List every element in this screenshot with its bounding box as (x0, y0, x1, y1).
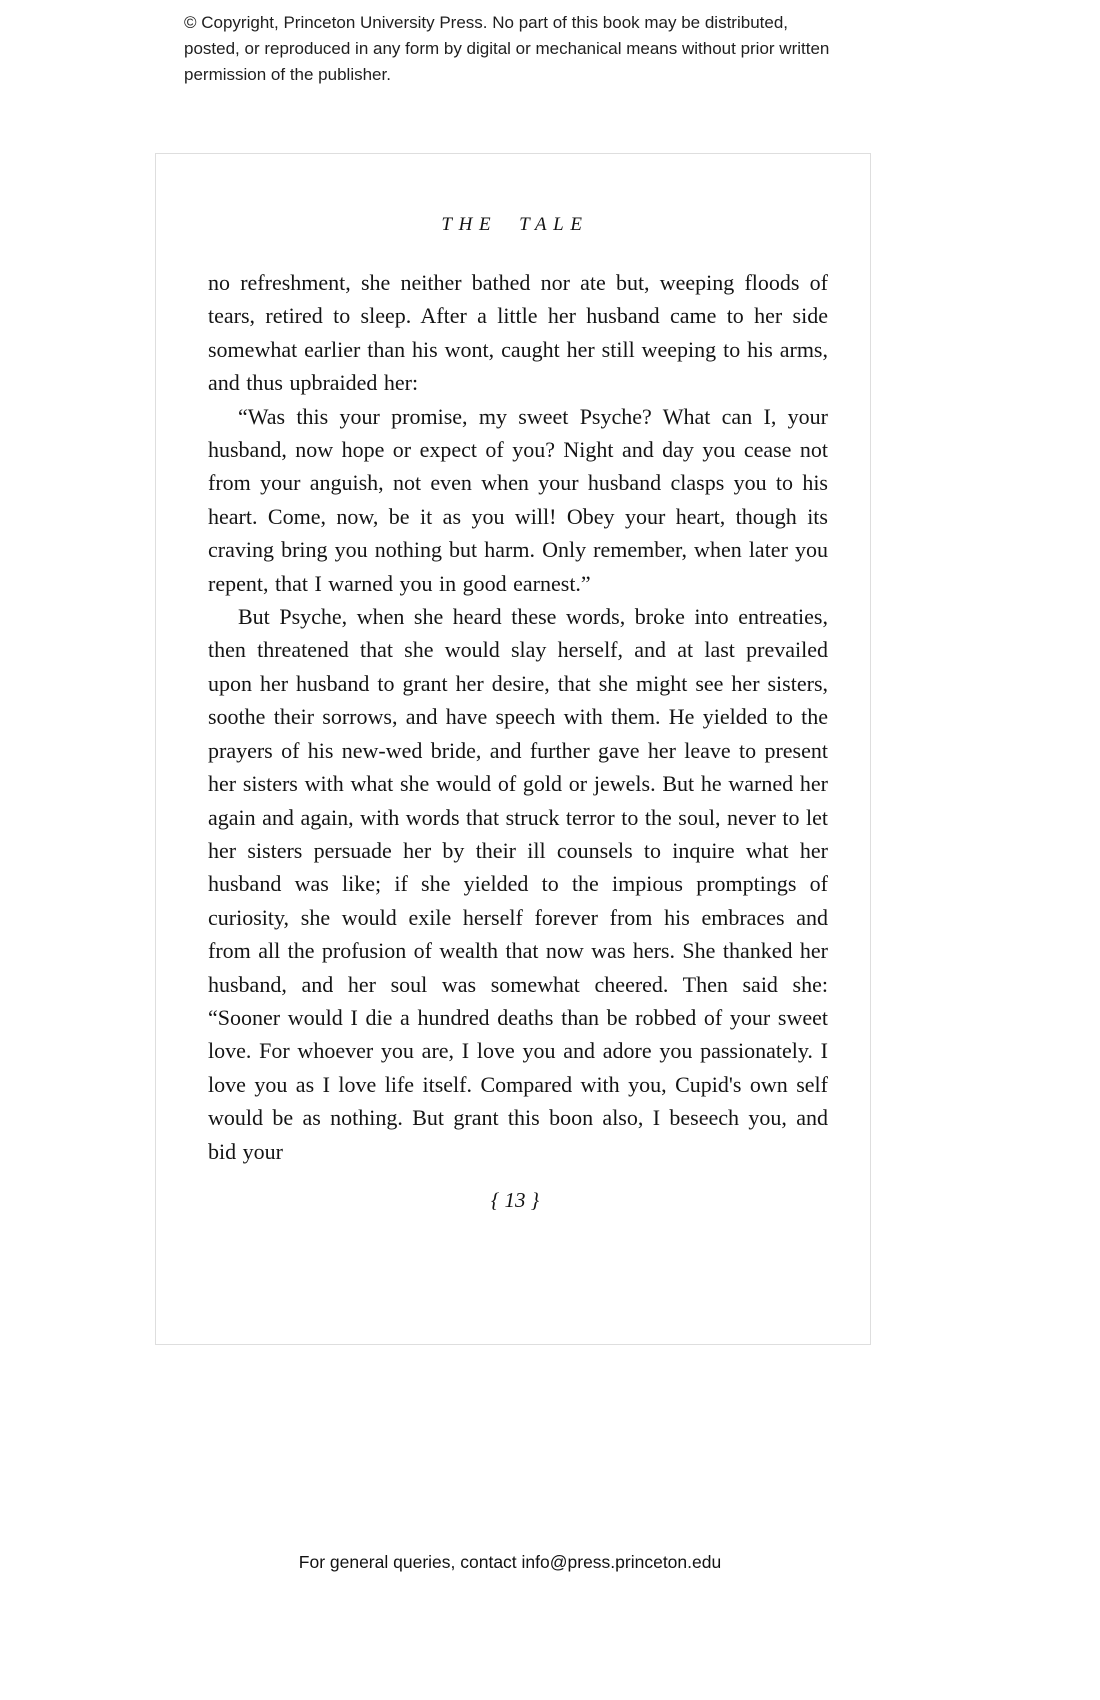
copyright-notice: © Copyright, Princeton University Press. No part of this book may be distributed, posted, or reproduced in any form by digital or mechanical means without prior written permission of the publisher. (184, 13, 830, 84)
paragraph-continuation: no refreshment, she neither bathed nor ate but, weeping floods of tears, retired to sleep. After a little her husband came to her side somewhat earlier than his wont, caught her still weeping to his arms, and thus upbraided her: (208, 270, 828, 396)
paragraph-dialogue: “Was this your promise, my sweet Psyche? What can I, your husband, now hope or expect of you? Night and day you cease not from your anguish, not even when your husband clasps you to his heart. Come, now, be it as you will! Obey your heart, though its craving bring you nothing but harm. Only remember, when later you repent, that I warned you in good earnest.” (208, 403, 828, 596)
body-text-column (208, 266, 828, 1168)
book-page-scan (155, 153, 871, 1345)
paragraph-narrative: But Psyche, when she heard these words, broke into entreaties, then threatened that she would slay herself, and at last prevailed upon her husband to grant her desire, that she might see her sisters, soothe their sorrows, and have speech with them. He yielded to the prayers of his new-wed bride, and further gave her leave to present her sisters with what she would of gold or jewels. But he warned her again and again, with words that struck terror to the soul, never to let her sisters persuade her by their ill counsels to inquire what her husband was like; if she yielded to the impious promptings of curiosity, she would exile herself forever from his embraces and from all the profusion of wealth that now was hers. She thanked her husband, and her soul was somewhat cheered. Then said she: “Sooner would I die a hundred deaths than be robbed of your sweet love. For whoever you are, I love you and adore you passionately. I love you as I love life itself. Compared with you, Cupid's own self would be as nothing. But grant this boon also, I beseech you, and bid your (208, 604, 828, 1164)
footer-contact: For general queries, contact info@press.princeton.edu (298, 1552, 722, 1572)
running-head: THE TALE (441, 214, 589, 235)
page-number: { 13 } (490, 1187, 540, 1212)
